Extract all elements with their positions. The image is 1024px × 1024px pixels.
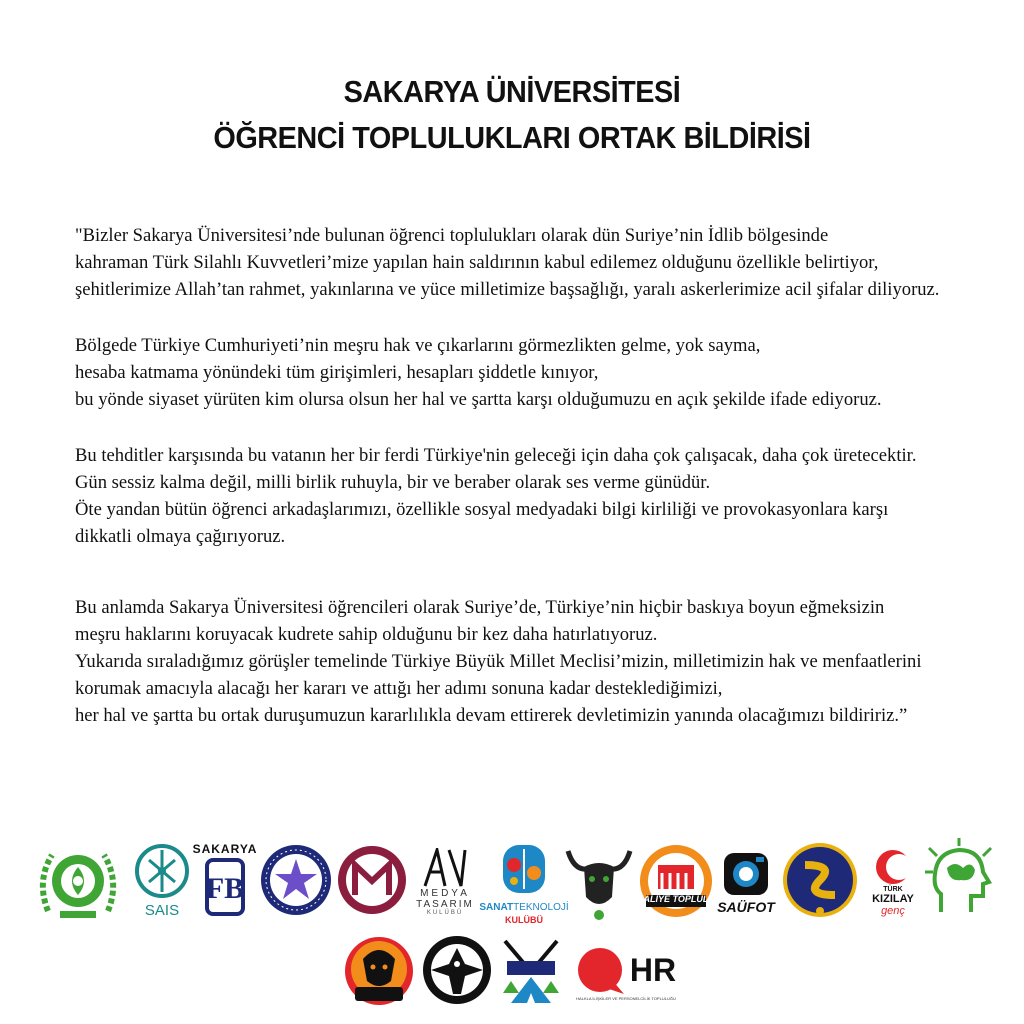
- sais-label: SAIS: [144, 901, 180, 919]
- hr-logo: [566, 940, 686, 1006]
- camera-icon: [720, 849, 772, 899]
- brain-head-icon: [925, 838, 995, 918]
- svg-text:FB: FB: [205, 872, 245, 905]
- wreath-crest-logo: [33, 840, 123, 922]
- hr-subtitle: HALKLA İLİŞKİLER VE PERSONELCİLİK TOPLULUĞU: [576, 995, 676, 1001]
- text-line: Bu tehditler karşısında bu vatanın her bir ferdi Türkiye'nin geleceği için daha çok çalışacak, daha çok üretecektir.: [75, 445, 917, 466]
- medya-label-1: MEDYA: [420, 888, 470, 899]
- speech-bubble-icon: [576, 946, 626, 996]
- text-line: dikkatli olmaya çağırıyoruz.: [75, 526, 286, 547]
- text-line: şehitlerimize Allah’tan rahmet, yakınlarına ve yüce milletimize başsağlığı, yaralı askerlerimize acil şifalar diliyoruz.: [75, 279, 940, 300]
- star-circle-icon: [259, 843, 333, 917]
- maliye-logo: [636, 838, 729, 924]
- eagle-logo: [420, 928, 494, 1012]
- text-line: korumak amacıyla alacağı her kararı ve attığı her adımı sonuna kadar desteklediğimizi,: [75, 678, 723, 699]
- wreath-crest-icon: [34, 841, 122, 921]
- text-line: kahraman Türk Silahlı Kuvvetleri’mize yapılan hain saldırının kabul edilemez olduğunu özellikle belirtiyor,: [75, 252, 879, 273]
- title-line-1: SAKARYA ÜNİVERSİTESİ: [343, 74, 681, 109]
- paragraph-1: [75, 222, 939, 303]
- eagle-icon: [421, 930, 493, 1010]
- ad-monogram-icon: [421, 848, 469, 888]
- sanat-label-1: SANAT: [479, 902, 514, 913]
- paragraph-2: [75, 332, 882, 413]
- brain-gear-icon: [499, 843, 549, 895]
- text-line: "Bizler Sakarya Üniversitesi’nde bulunan öğrenci toplulukları olarak dün Suriye’nin İdlib bölgesinde: [75, 225, 829, 246]
- medya-label-3: KULÜBÜ: [426, 910, 464, 916]
- sanat-label-3: KULÜBÜ: [505, 915, 543, 925]
- m-emblem-icon: [337, 843, 407, 917]
- hr-label: HR: [629, 952, 677, 988]
- maroon-m-logo: [336, 840, 408, 920]
- paragraph-3: [75, 442, 916, 550]
- kizilay-label-2: KIZILAY: [872, 892, 914, 905]
- bull-logo: [563, 838, 635, 924]
- sakarya-fb-logo: [192, 836, 258, 924]
- hr-mark: [576, 946, 676, 996]
- title-line-2: ÖĞRENCİ TOPLULUKLARI ORTAK BİLDİRİSİ: [213, 120, 811, 155]
- crescent-icon: [874, 848, 912, 886]
- sais-logo: [132, 838, 192, 922]
- text-line: Gün sessiz kalma değil, milli birlik ruhuyla, bir ve beraber olarak ses verme günüdür.: [75, 472, 711, 493]
- sanat-label-2: TEKNOLOJİ: [513, 902, 569, 913]
- medya-logo: [410, 840, 480, 924]
- kizilay-label-1: TÜRK: [883, 885, 903, 893]
- fb-monogram-icon: [203, 856, 247, 918]
- uniter-emblem-icon: [781, 841, 859, 919]
- sanat-teknoloji-logo: [474, 842, 574, 926]
- bull-head-icon: [564, 841, 634, 921]
- text-line: Yukarıda sıraladığımız görüşler temelinde Türkiye Büyük Millet Meclisi’mizin, milletimizin hak ve menfaatlerini: [75, 651, 922, 672]
- kizilay-label-3: genç: [881, 904, 905, 917]
- sakarya-uniter-logo: [780, 838, 860, 922]
- sanat-wordmark: [479, 897, 568, 915]
- sakarya-label: SAKARYA: [192, 842, 258, 856]
- saufot-label: SAÜFOT: [717, 899, 775, 915]
- brain-head-logo: [924, 836, 996, 920]
- dokamp-logo: [496, 930, 566, 1012]
- maliye-emblem-icon: [636, 843, 729, 919]
- text-line: Bu anlamda Sakarya Üniversitesi öğrencileri olarak Suriye’de, Türkiye’nin hiçbir baskıya boyun eğmeksizin: [75, 597, 885, 618]
- text-line: hesaba katmama yönündeki tüm girişimleri, hesapları şiddetle kınıyor,: [75, 362, 599, 383]
- medya-label-2: TASARIM: [416, 899, 474, 910]
- text-line: bu yönde siyaset yürüten kim olursa olsun her hal ve şartta karşı olduğumuzu en açık şekilde ifade ediyoruz.: [75, 389, 882, 410]
- text-line: meşru haklarını koruyacak kudrete sahip olduğunu bir kez daha hatırlatıyoruz.: [75, 624, 658, 645]
- circuit-globe-icon: [135, 842, 189, 900]
- text-line: Öte yandan bütün öğrenci arkadaşlarımızı, özellikle sosyal medyadaki bilgi kirliliği ve provokasyonlara karşı: [75, 499, 889, 520]
- text-line: Bölgede Türkiye Cumhuriyeti’nin meşru hak ve çıkarlarını görmezlikten gelme, yok sayma,: [75, 335, 761, 356]
- text-line: her hal ve şartta bu ortak duruşumuzun kararlılıkla devam ettirerek devletimizin yanında olacağımızı bildiririz.”: [75, 705, 908, 726]
- camp-tent-icon: [497, 933, 565, 1009]
- saufot-logo: [714, 842, 778, 922]
- kizilay-logo: [862, 842, 924, 922]
- lion-head-icon: [343, 931, 415, 1011]
- lion-logo: [342, 930, 416, 1012]
- star-circle-logo: [258, 840, 334, 920]
- maliye-label: MALİYE TOPLULUĞU: [636, 894, 729, 904]
- paragraph-4: [75, 594, 922, 729]
